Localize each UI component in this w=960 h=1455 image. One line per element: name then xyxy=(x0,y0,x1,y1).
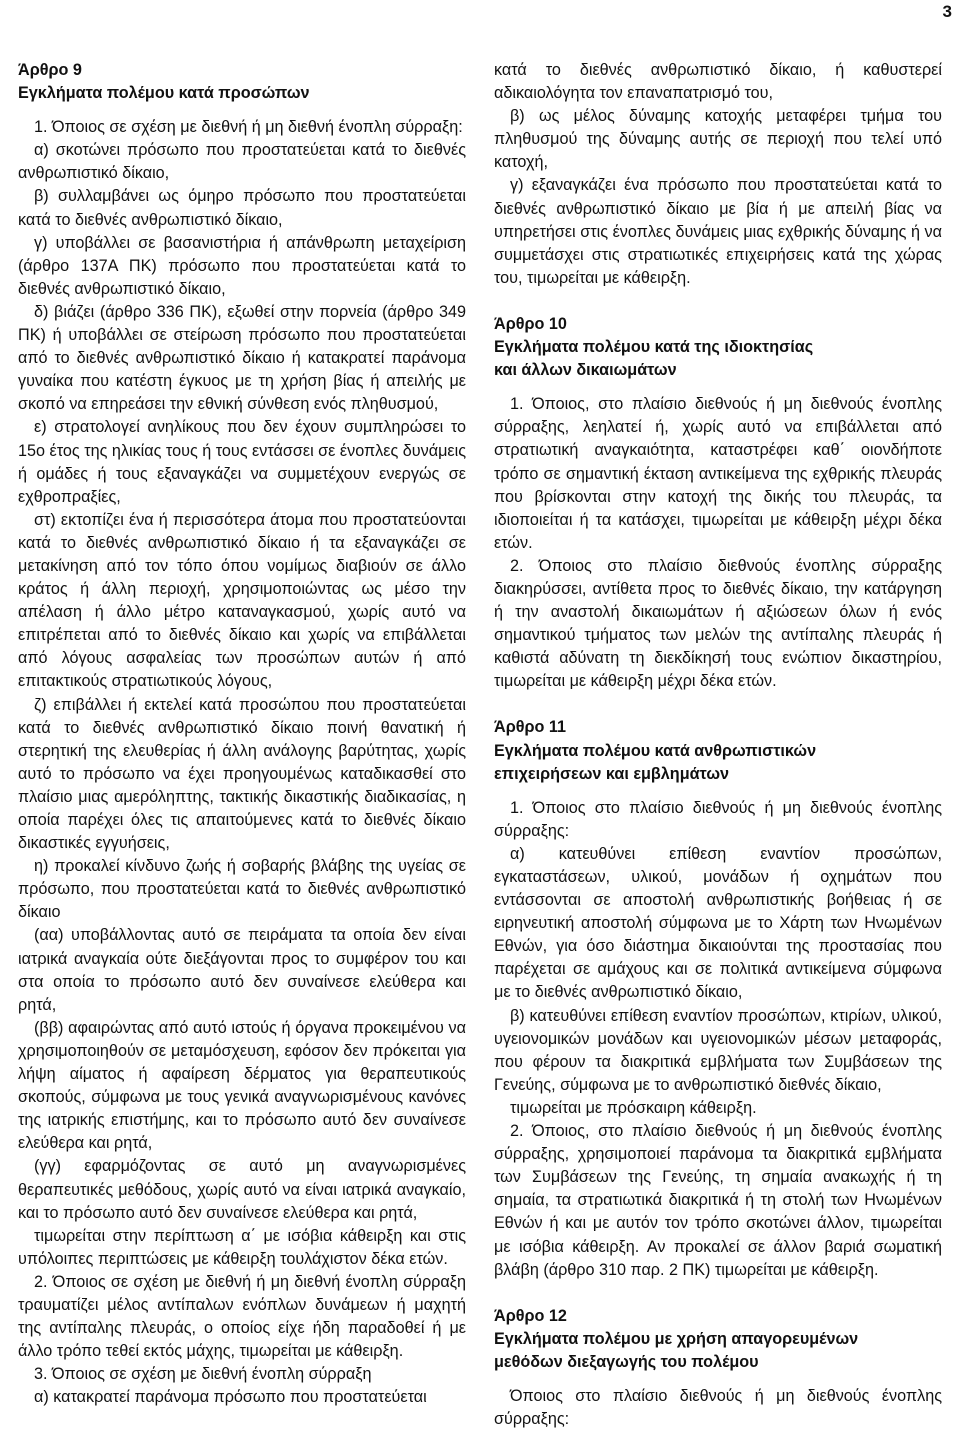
article-9-continued xyxy=(494,59,942,290)
article-9-paragraph: δ) βιάζει (άρθρο 336 ΠΚ), εξωθεί στην πορνεία (άρθρο 349 ΠΚ) ή υποβάλλει σε στείρωση πρόσωπο που προστατεύεται από το διεθνές ανθρωπιστικό δίκαιο ή κατακρατεί παράνομα γυναίκα που κατέστη έγκυος με τη χρήση βίας ή απειλής με σκοπό να επηρεάσει την εθνική σύνθεση ενός πληθυσμού, xyxy=(18,302,466,414)
article-11 xyxy=(494,716,942,1281)
article-11-title: Εγκλήματα πολέμου κατά ανθρωπιστικών xyxy=(494,741,817,760)
page-number: 3 xyxy=(942,2,952,21)
article-9 xyxy=(18,59,466,1409)
article-11-paragraph: τιμωρείται με πρόσκαιρη κάθειρξη. xyxy=(510,1098,757,1117)
article-10-heading: Άρθρο 10 xyxy=(494,314,567,333)
article-9-paragraph: α) κατακρατεί παράνομα πρόσωπο που προστατεύεται xyxy=(34,1388,427,1407)
article-9-paragraph: 3. Όποιος σε σχέση με διεθνή ένοπλη σύρραξη xyxy=(34,1365,372,1384)
right-column xyxy=(494,59,942,1431)
article-9-paragraph: (αα) υποβάλλοντας αυτό σε πειράματα τα οποία δεν είναι ιατρικά αναγκαία ούτε διεξάγονται προς το συμφέρον του και στα οποία το πρόσωπο αυτό δεν συναίνεσε ελεύθερα και ρητά, xyxy=(18,926,466,1014)
article-9-paragraph: 2. Όποιος σε σχέση με διεθνή ή μη διεθνή ένοπλη σύρραξη τραυματίζει μέλος αντίπαλων ενόπλων δυνάμεων ή μαχητή της αντίπαλης πλευράς, ο οποίος είχε ήδη παραδοθεί ή με άλλο τρόπο τεθεί εκτός μάχης, τιμωρείται με κάθειρξη. xyxy=(18,1272,466,1361)
article-11-paragraph: 2. Όποιος, στο πλαίσιο διεθνούς ή μη διεθνούς ένοπλης σύρραξης, χρησιμοποιεί παράνομα τα διακριτικά εμβλήματα των Συμβάσεων της Γενεύης, τη σημαία ανακωχής ή τη σημαία, τα στρατιωτικά διακριτικά ή τη στολή των Ηνωμένων Εθνών ή και με αυτόν τον τρόπο σκοτώνει άλλον, τιμωρείται με ισόβια κάθειρξη. Αν προκαλεί σε άλλον βαριά σωματική βλάβη (άρθρο 310 παρ. 2 ΠΚ) τιμωρείται με κάθειρξη. xyxy=(494,1122,942,1279)
article-9-paragraph: γ) εξαναγκάζει ένα πρόσωπο που προστατεύεται κατά το διεθνές ανθρωπιστικό δίκαιο με βία ή με απειλή βίας να υπηρετήσει στις ένοπλες δυνάμεις μιας εχθρικής δύναμης ή να συμμετάσχει στις στρατιωτικές επιχειρήσεις κατά της χώρας του, τιμωρείται με κάθειρξη. xyxy=(494,176,942,287)
article-9-paragraph: α) σκοτώνει πρόσωπο που προστατεύεται κατά το διεθνές ανθρωπιστικό δίκαιο, xyxy=(18,141,466,183)
article-12-paragraph: Όποιος στο πλαίσιο διεθνούς ή μη διεθνούς ένοπλης σύρραξης: xyxy=(494,1386,942,1429)
article-9-heading: Άρθρο 9 xyxy=(18,61,82,79)
article-11-paragraph: α) κατευθύνει επίθεση εναντίον προσώπων, εγκαταστάσεων, υλικού, μονάδων ή οχημάτων που εντάσσονται σε αποστολή ανθρωπιστικής βοήθειας ή σε ειρηνευτική αποστολή σύμφωνα με το Χάρτη των Ηνωμένων Εθνών, για όσο διάστημα δικαιούνται της προστασίας που παρέχεται σε αμάχους και σε πολιτικά αντικείμενα σύμφωνα με το διεθνές ανθρωπιστικό δίκαιο, xyxy=(494,844,942,1002)
article-10 xyxy=(494,313,942,694)
article-10-paragraph: 2. Όποιος στο πλαίσιο διεθνούς ένοπλης σύρραξης διακηρύσσει, αντίθετα προς το διεθνές δίκαιο, την κατάργηση ή την αναστολή δικαιωμάτων ή αξιώσεων όλων ή ενός σημαντικού τμήματος των μελών της αντίπαλης πλευράς ή καθιστά αδύνατη τη διεκδίκησή τους ενώπιον δικαστηρίου, τιμωρείται με κάθειρξη μέχρι δέκα ετών. xyxy=(494,556,942,691)
article-10-title-line-2: και άλλων δικαιωμάτων xyxy=(494,361,677,380)
article-9-paragraph: ε) στρατολογεί ανηλίκους που δεν έχουν συμπληρώσει το 15ο έτος της ηλικίας τους ή τους εντάσσει σε ένοπλες δυνάμεις ή ομάδες ή τους εξαναγκάζει να συμμετέχουν ενεργώς σε εχθροπραξίες, xyxy=(18,418,467,506)
article-9-paragraph: (ββ) αφαιρώντας από αυτό ιστούς ή όργανα προκειμένου να χρησιμοποιηθούν σε μεταμόσχευση, εφόσον δεν πρόκειται για λήψη αίματος ή αφαίρεση δέρματος για θεραπευτικούς σκοπούς, σύμφωνα με τους γενικά αναγνωρισμένους κανόνες της ιατρικής επιστήμης, και το πρόσωπο αυτό δεν συναίνεσε ελεύθερα και ρητά, xyxy=(18,1018,466,1153)
article-11-title-line-2: επιχειρήσεων και εμβλημάτων xyxy=(494,764,730,783)
article-9-paragraph: τιμωρείται στην περίπτωση α΄ με ισόβια κάθειρξη και στις υπόλοιπες περιπτώσεις με κάθειρξη τουλάχιστον δέκα ετών. xyxy=(18,1226,466,1268)
article-10-paragraph: 1. Όποιος, στο πλαίσιο διεθνούς ή μη διεθνούς ένοπλης σύρραξης, λεηλατεί ή, χωρίς αυτό να επιβάλλεται από στρατιωτική αναγκαιότητα, καταστρέφει καθ΄ οιονδήποτε τρόπο σε σημαντική έκταση αντικείμενα της εχθρικής πλευράς που βρίσκονται στην κατοχή της δικής του πλευράς, τα ιδιοποιείται ή τα κατάσχει, τιμωρείται με κάθειρξη μέχρι δέκα ετών. xyxy=(494,395,942,552)
article-9-paragraph: β) ως μέλος δύναμης κατοχής μεταφέρει τμήμα του πληθυσμού της δύναμης αυτής σε περιοχή που τελεί υπό κατοχή, xyxy=(494,107,942,172)
article-10-title: Εγκλήματα πολέμου κατά της ιδιοκτησίας xyxy=(494,338,814,357)
article-9-paragraph: ζ) επιβάλλει ή εκτελεί κατά προσώπου που προστατεύεται κατά το διεθνές ανθρωπιστικό δίκαιο ποινή θανατική ή στερητική της ελευθερίας ή άλλη ανάλογης βαρύτητας, χωρίς αυτό το πρόσωπο να έχει προηγουμένως καταδικασθεί στο πλαίσιο μιας αμερόληπτης, τακτικής δικαστικής διαδικασίας, η οποία παρέχει όλες τις απαιτούμενες κατά το διεθνές δίκαιο δικαστικές εγγυήσεις, xyxy=(18,695,466,853)
article-12 xyxy=(494,1305,942,1431)
article-9-paragraph: η) προκαλεί κίνδυνο ζωής ή σοβαρής βλάβης της υγείας σε πρόσωπο, που προστατεύεται κατά το διεθνές ανθρωπιστικό δίκαιο xyxy=(18,857,466,922)
article-9-paragraph: γ) υποβάλλει σε βασανιστήρια ή απάνθρωπη μεταχείριση (άρθρο 137Α ΠΚ) πρόσωπο που προστατεύεται κατά το διεθνές ανθρωπιστικό δίκαιο, xyxy=(18,233,466,298)
article-12-title: Εγκλήματα πολέμου με χρήση απαγορευμένων xyxy=(494,1329,859,1348)
article-9-paragraph: στ) εκτοπίζει ένα ή περισσότερα άτομα που προστατεύονται κατά το διεθνές ανθρωπιστικό δίκαιο ή τα εξαναγκάζει σε μετακίνηση από τον τόπο όπου νομίμως διαβιούν σε άλλο κράτος ή άλλη περιοχή, χρησιμοποιώντας ως μέσο την απέλαση ή άλλο μέτρο καταναγκασμού, χωρίς αυτό να επιτρέπεται από το διεθνές δίκαιο και χωρίς να επιβάλλεται από λόγους ασφαλείας των προσώπων αυτών ή από επιτακτικούς στρατιωτικούς λόγους, xyxy=(18,510,466,691)
left-column xyxy=(18,59,466,1409)
article-11-paragraph: 1. Όποιος στο πλαίσιο διεθνούς ή μη διεθνούς ένοπλης σύρραξης: xyxy=(494,798,942,840)
article-9-paragraph: β) συλλαμβάνει ως όμηρο πρόσωπο που προστατεύεται κατά το διεθνές ανθρωπιστικό δίκαιο, xyxy=(18,187,466,229)
article-9-title: Εγκλήματα πολέμου κατά προσώπων xyxy=(18,84,310,103)
article-11-heading: Άρθρο 11 xyxy=(494,718,566,737)
article-11-paragraph: β) κατευθύνει επίθεση εναντίον προσώπων, κτιρίων, υλικού, υγειονομικών μονάδων και υγειονομικών μέσων μεταφοράς, που φέρουν τα διακριτικά εμβλήματα των Συμβάσεων της Γενεύης, σύμφωνα με το ανθρωπιστικό διεθνές δίκαιο, xyxy=(494,1006,942,1094)
article-12-heading: Άρθρο 12 xyxy=(494,1306,567,1325)
article-9-paragraph: κατά το διεθνές ανθρωπιστικό δίκαιο, ή καθυστερεί αδικαιολόγητα τον επαναπατρισμό του, xyxy=(494,61,942,103)
article-9-paragraph: (γγ) εφαρμόζοντας σε αυτό μη αναγνωρισμένες θεραπευτικές μεθόδους, χωρίς αυτό να είναι ιατρικά αναγκαίο, και το πρόσωπο αυτό δεν συναίνεσε ελεύθερα και ρητά, xyxy=(18,1157,466,1222)
article-9-paragraph: 1. Όποιος σε σχέση με διεθνή ή μη διεθνή ένοπλη σύρραξη: xyxy=(34,118,463,137)
article-12-title-line-2: μεθόδων διεξαγωγής του πολέμου xyxy=(494,1352,759,1371)
